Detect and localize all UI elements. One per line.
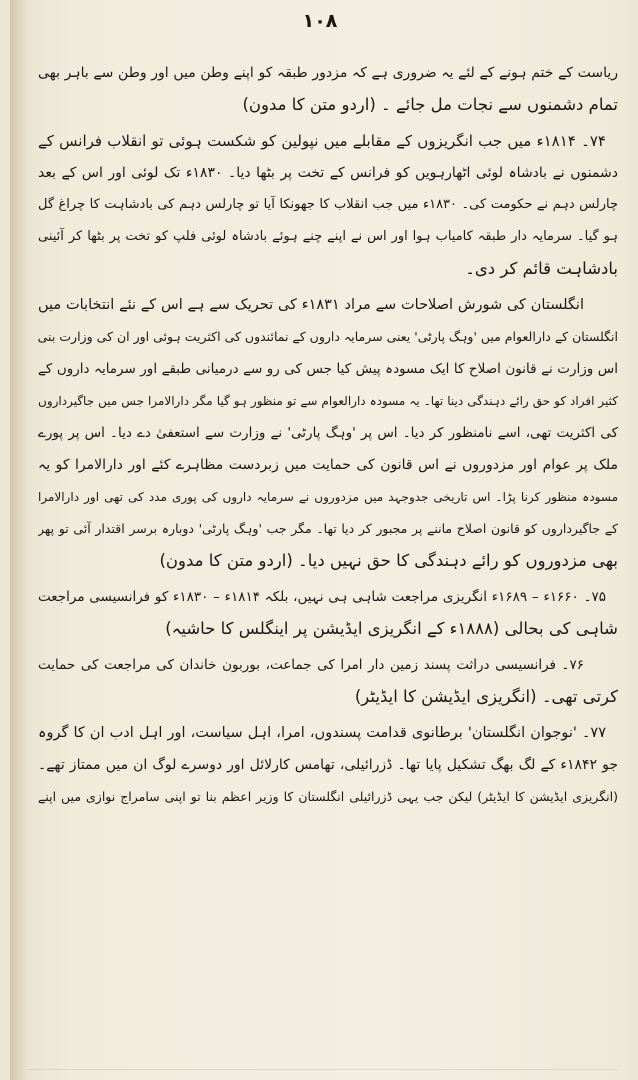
footnote-74-line: ۷۴۔ ۱۸۱۴ء میں جب انگریزوں کے مقابلے میں نپولین کو شکست ہوئی تو انقلاب فرانس کے (38, 132, 606, 150)
page-bottom-edge (28, 1069, 618, 1070)
text-line: دشمنوں نے بادشاہ لوئی اٹھارہویں کو فرانس کے تخت پر بٹھا دیا۔ ۱۸۳۰ء تک لوئی اور اس کے بعد (38, 165, 618, 181)
text-line: کرتی تھی۔ (انگریزی ایڈیشن کا ایڈیٹر) (354, 687, 618, 706)
text-line: (انگریزی ایڈیشن کا ایڈیٹر) لیکن جب یہی ڈزرائیلی انگلستان کا وزیر اعظم بنا تو اپنی سامراج نوازی میں اپنے (38, 789, 618, 804)
text-line: ملک پر عوام اور مزدوروں نے اس قانون کی حمایت میں زبردست مظاہرے کئے اور دارالامرا کو یہ (38, 457, 618, 473)
text-line: ہو گیا۔ سرمایہ دار طبقہ کامیاب ہوا اور اس نے اپنے چنے ہوئے بادشاہ لوئی فلپ کو تخت پر بٹھا کر آئینی (38, 229, 618, 244)
text-line: جو ۱۸۴۲ء کے لگ بھگ تشکیل پایا تھا۔ ڈزرائیلی، تھامس کارلائل اور دوسرے لوگ ان میں ممتاز تھے۔ (38, 757, 618, 773)
text-line: کی اکثریت تھی، اسے نامنظور کر دیا۔ اس پر 'وہگ پارٹی' نے وزارت سے استعفیٰ دے دیا۔ اس پر پورے (38, 425, 618, 441)
footnote-75-line: ۷۵۔ ۱۶۶۰ء – ۱۶۸۹ء انگریزی مراجعت شاہی ہی نہیں، بلکہ ۱۸۱۴ء – ۱۸۳۰ء کو فرانسیسی مراجعت (38, 589, 606, 605)
book-page (10, 0, 630, 1080)
text-line: کے جاگیرداروں کو قانون اصلاح ماننے پر مجبور کر دیا تھا۔ مگر جب 'وہگ پارٹی' دوبارہ برسر اقتدار آئی تو پھر (38, 521, 618, 536)
text-line: اس وزارت نے قانون اصلاح کا ایک مسودہ پیش کیا جس کی رو سے درمیانی طبقے اور سرمایہ داروں کے (38, 361, 618, 377)
page-gutter-shadow (10, 0, 28, 1080)
text-line: بھی مزدوروں کو رائے دہندگی کا حق نہیں دیا۔ (اردو متن کا مدون) (159, 551, 618, 570)
text-line: چارلس دہم نے حکومت کی۔ ۱۸۳۰ء میں جب انقلاب کا جھونکا آیا تو چارلس دہم کی بادشاہت کا چراغ گل (38, 197, 618, 212)
text-line: شاہی کی بحالی (۱۸۸۸ء کے انگریزی ایڈیشن پر اینگلس کا حاشیہ) (165, 619, 618, 638)
page-body (38, 58, 618, 814)
text-line: مسودہ منظور کرنا پڑا۔ اس تاریخی جدوجہد میں مزدوروں نے سرمایہ داروں کی پوری مدد کی تھی اور دارالامرا (38, 490, 618, 504)
footnote-76-line: ۷۶۔ فرانسیسی دراثت پسند زمین دار امرا کی جماعت، بوربون خاندان کی مراجعت کی حمایت (38, 657, 584, 673)
text-line: بادشاہت قائم کر دی۔ (465, 259, 618, 278)
page-number: ۱۰۸ (302, 10, 338, 32)
text-line: ریاست کے ختم ہونے کے لئے یہ ضروری ہے کہ مزدور طبقہ کو اپنے وطن میں اور وطن سے باہر بھی (38, 65, 618, 81)
text-line: تمام دشمنوں سے نجات مل جائے ۔ (اردو متن کا مدون) (242, 95, 618, 114)
footnote-77-line: ۷۷۔ 'نوجوان انگلستان' برطانوی قدامت پسندوں، امرا، اہل سیاست، اور اہل ادب ان کا گروہ (38, 725, 606, 741)
paragraph-start-line: انگلستان کی شورش اصلاحات سے مراد ۱۸۳۱ء کی تحریک سے ہے اس کے نئے انتخابات میں (38, 297, 584, 313)
text-line: انگلستان کے دارالعوام میں 'وہگ پارٹی' یعنی سرمایہ داروں کے نمائندوں کی اکثریت ہوئی اور ان کی وزارت بنی (38, 329, 618, 344)
text-line: کثیر افراد کو حق رائے دہندگی دینا تھا۔ یہ مسودہ دارالعوام سے تو منظور ہو گیا مگر دارالامرا جس میں جاگیرداروں (38, 394, 618, 408)
